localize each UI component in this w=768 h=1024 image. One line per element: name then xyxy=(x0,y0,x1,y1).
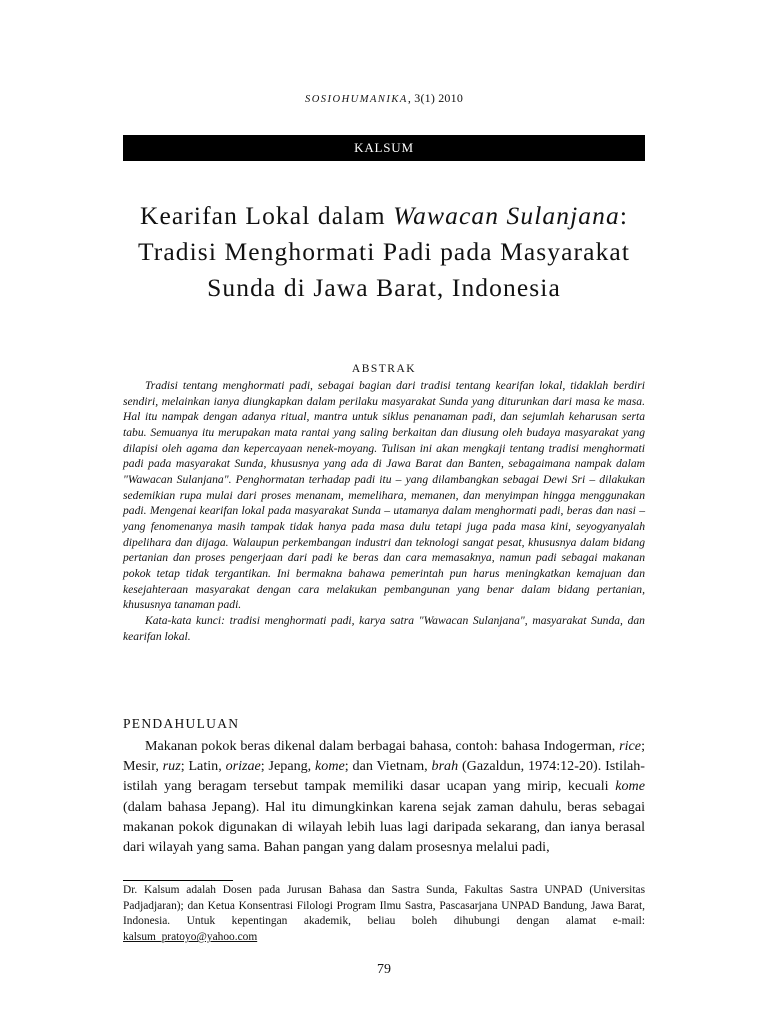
author-footnote xyxy=(123,883,645,946)
author-name: KALSUM xyxy=(354,140,414,155)
body-text-run: (dalam bahasa Jepang). Hal itu dimungkinkan karena sejak zaman dahulu, beras sebagai makanan pokok digunakan di wilayah lebih luas lagi daripada sekarang, dan ianya berasal dari wilayah yang sama. Bahan pangan yang dalam prosesnya melalui padi, xyxy=(123,798,645,856)
term-kome: kome xyxy=(315,758,345,775)
intro-paragraph xyxy=(123,736,645,857)
page-number: 79 xyxy=(377,962,391,977)
keywords-label: Kata-kata kunci: xyxy=(145,613,225,627)
abstract-heading: ABSTRAK xyxy=(351,363,417,375)
term-kome-2: kome xyxy=(615,778,645,795)
author-banner xyxy=(123,135,645,161)
body-text-run: Makanan pokok beras dikenal dalam berbagai bahasa, contoh: bahasa Indogerman, xyxy=(145,738,620,754)
article-title xyxy=(110,198,658,306)
abstract-body xyxy=(123,378,645,644)
journal-volume: , 3(1) 2010 xyxy=(407,91,464,105)
body-text-run: ; Jepang, xyxy=(260,758,316,775)
body-paragraph xyxy=(123,736,645,857)
journal-name: SOSIOHUMANIKA xyxy=(304,94,408,105)
keywords-paragraph xyxy=(123,613,645,644)
term-orizae: orizae xyxy=(225,758,261,775)
title-italic: Wawacan Sulanjana xyxy=(393,201,620,230)
author-email-link[interactable]: kalsum_pratoyo@yahoo.com xyxy=(123,931,258,944)
keywords-text: tradisi menghormati padi, karya satra "Wawacan Sulanjana", masyarakat Sunda, dan kearifan lokal. xyxy=(123,613,645,643)
section-heading: PENDAHULUAN xyxy=(123,716,240,731)
body-text-run: ; Latin, xyxy=(180,758,226,775)
body-text-run: (Gazaldun, 1974:12-20). Istilah-istilah yang beragam tersebut tampak memiliki dasar ucapan yang mirip, kecuali xyxy=(123,758,645,795)
term-brah: brah xyxy=(431,758,459,775)
title-part1: Kearifan Lokal dalam xyxy=(139,201,394,230)
term-rice: rice xyxy=(619,738,642,754)
term-ruz: ruz xyxy=(162,758,181,775)
footnote-divider xyxy=(123,880,233,881)
body-text-run: ; Mesir, xyxy=(123,738,645,775)
title-part2: : Tradisi Menghormati Padi pada Masyarakat Sunda di Jawa Barat, Indonesia xyxy=(137,201,631,302)
footnote-text: Dr. Kalsum adalah Dosen pada Jurusan Bahasa dan Sastra Sunda, Fakultas Sastra UNPAD (Universitas Padjadjaran); dan Ketua Konsentrasi Filologi Program Ilmu Sastra, Pascasarjana UNPAD Bandung, Jawa Barat, Indonesia. Untuk kepentingan akademik, beliau boleh dihubungi dengan alamat e-mail: xyxy=(123,884,645,928)
abstract-text: Tradisi tentang menghormati padi, sebagai bagian dari tradisi tentang kearifan lokal, tidaklah berdiri sendiri, melainkan ianya diungkapkan dalam perilaku masyarakat Sunda yang diturunkan dari masa ke masa. Hal itu nampak dengan adanya ritual, mantra untuk siklus penanaman padi, dan sejumlah keharusan serta tabu. Semuanya itu merupakan mata rantai yang saling berkaitan dan diusung oleh budaya masyarakat yang dilapisi oleh agama dan kepercayaan nenek-moyang. Tulisan ini akan mengkaji tentang tradisi menghormati padi pada masyarakat Sunda, khususnya yang ada di Jawa Barat dan Banten, sebagaimana nampak dalam "Wawacan Sulanjana". Penghormatan terhadap padi itu – yang dilambangkan sebagai Dewi Sri – dilakukan sedemikian rupa mulai dari proses menanam, memelihara, memanen, dan menyimpan hingga menggunakan padi. Mengenai kearifan lokal pada masyarakat Sunda – utamanya dalam menghormati padi, beras dan nasi – yang fenomenanya masih tampak tidak hanya pada masa dulu tetapi juga pada masa kini, seyogyanyalah dipelihara dan dijaga. Walaupun perkembangan industri dan teknologi sangat pesat, khususnya dalam bidang pertanian dan proses pengerjaan dari padi ke beras dan cara memasaknya, namun padi sebagai makanan pokok tetap tidak tergantikan. Ini bermakna bahawa pemerintah pun harus meningkatkan kemajuan dan kesejahteraan masyarakat dengan cara melakukan pembangunan yang benar dalam bidang pertanian, khususnya tanaman padi. xyxy=(123,379,645,612)
journal-header xyxy=(0,91,768,106)
body-text-run: ; dan Vietnam, xyxy=(344,758,432,775)
